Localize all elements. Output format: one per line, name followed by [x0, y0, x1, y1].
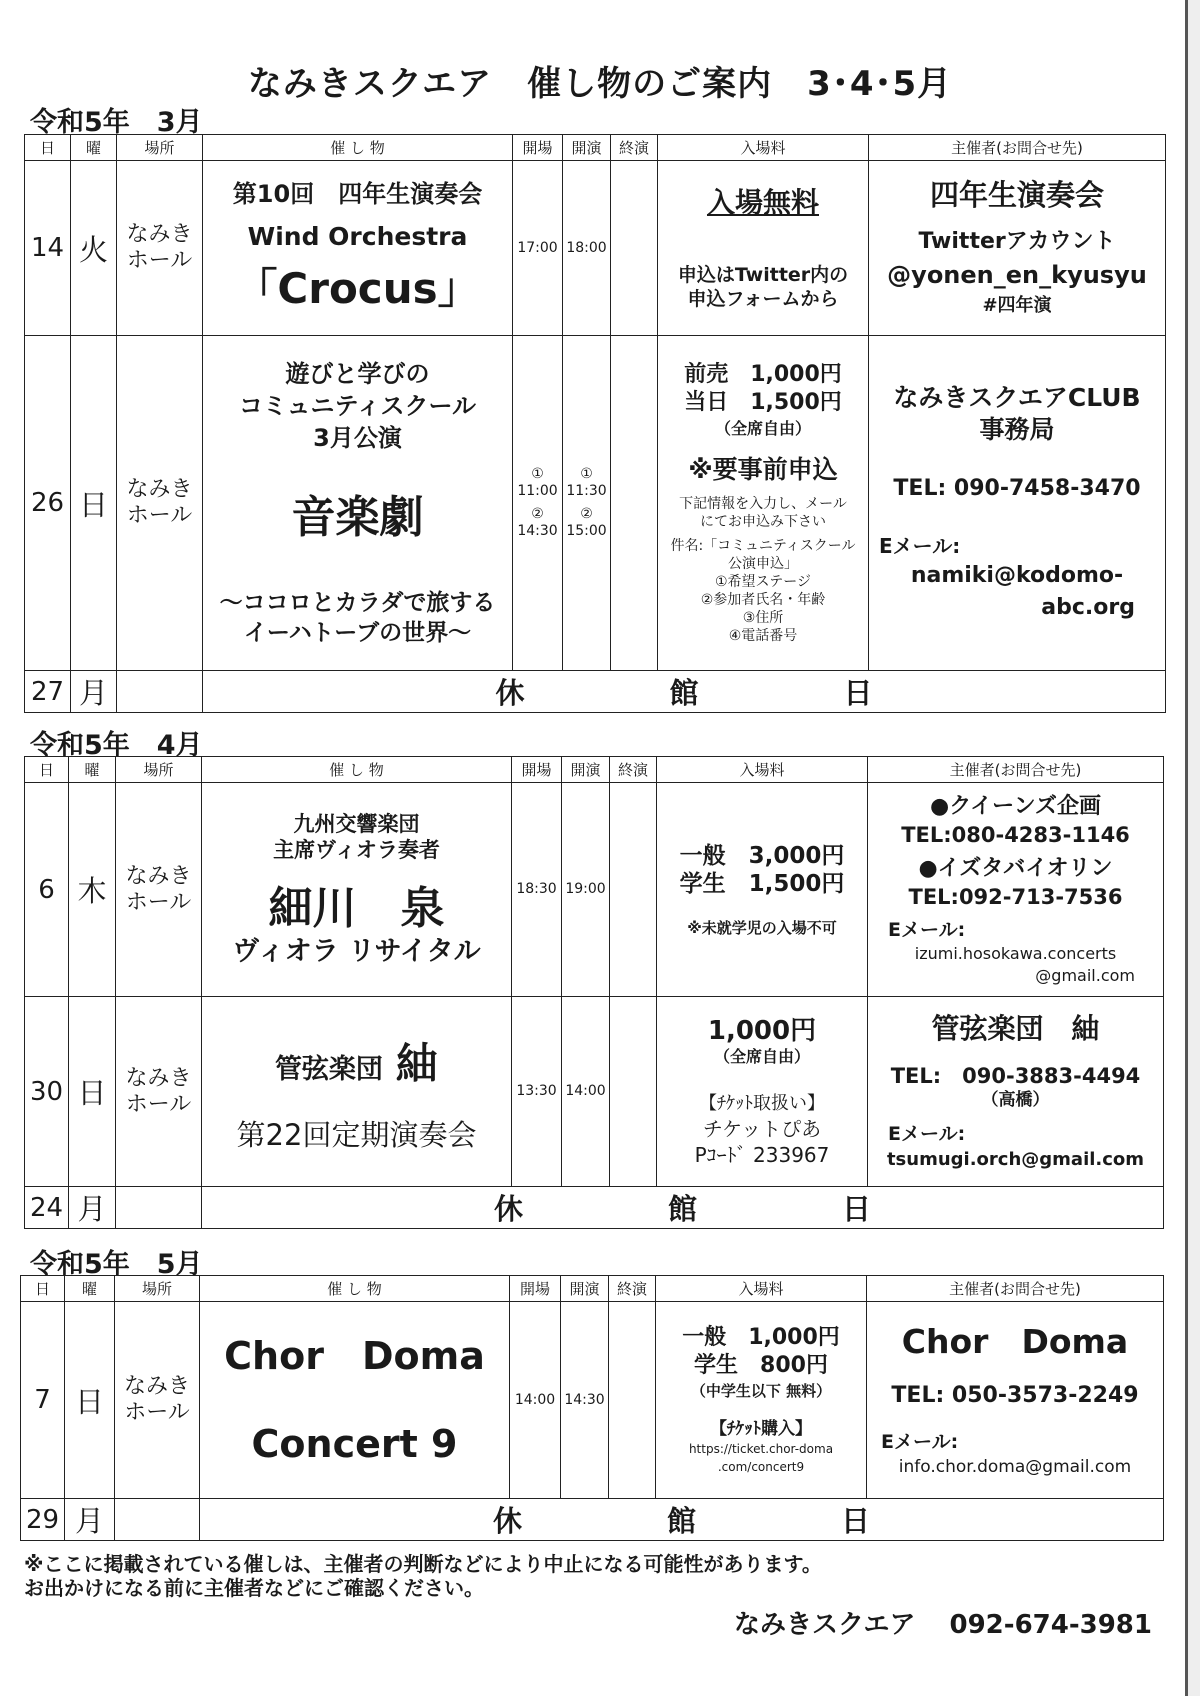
header-end: 終演 [609, 1276, 656, 1302]
month-heading-march: 令和5年 3月 [30, 107, 203, 138]
event-organizer: Chor Doma TEL: 050-3573-2249 Eメール: info.chor.doma@gmail.com [867, 1302, 1164, 1499]
event-day: 14 [25, 161, 71, 336]
header-fee: 入場料 [656, 1276, 867, 1302]
schedule-table-april [24, 756, 1164, 1229]
event-organizer: なみきスクエアCLUB 事務局 TEL: 090-7458-3470 Eメール: namiki@kodomo- abc.org [869, 336, 1166, 671]
header-weekday: 曜 [71, 135, 117, 161]
event-fee: 一般 3,000円 学生 1,500円 ※未就学児の入場不可 [657, 783, 868, 997]
month-heading-april: 令和5年 4月 [30, 730, 203, 761]
closed-label: 休 館 日 [203, 671, 1166, 713]
closed-row [21, 1499, 1164, 1541]
closed-day: 29 [21, 1499, 65, 1541]
event-day: 30 [25, 997, 69, 1187]
end-time [611, 336, 658, 671]
header-start: 開演 [562, 757, 610, 783]
event-title: 第10回 四年生演奏会 Wind Orchestra 「Crocus」 [203, 161, 513, 336]
closed-row [25, 671, 1166, 713]
event-weekday: 日 [71, 336, 117, 671]
start-time: 19:00 [562, 783, 610, 997]
event-weekday: 火 [71, 161, 117, 336]
header-end: 終演 [610, 757, 657, 783]
event-organizer: 管弦楽団 紬 TEL: 090-3883-4494 （高橋） Eメール: tsumugi.orch@gmail.com [868, 997, 1164, 1187]
open-time: 13:30 [512, 997, 562, 1187]
cancellation-note: ※ここに掲載されている催しは、主催者の判断などにより中止になる可能性があります。 お出かけになる前に主催者などにご確認ください。 [24, 1552, 822, 1600]
table-row [25, 336, 1166, 671]
event-venue: なみき ホール [116, 783, 202, 997]
schedule-table-march [24, 134, 1166, 713]
header-event: 催 し 物 [200, 1276, 510, 1302]
closed-day: 24 [25, 1187, 69, 1229]
event-venue: なみき ホール [116, 997, 202, 1187]
event-day: 7 [21, 1302, 65, 1499]
start-time: ① 11:30 ② 15:00 [563, 336, 611, 671]
start-time: 14:00 [562, 997, 610, 1187]
closed-weekday: 月 [69, 1187, 116, 1229]
closed-label: 休 館 日 [200, 1499, 1164, 1541]
header-start: 開演 [563, 135, 611, 161]
header-fee: 入場料 [658, 135, 869, 161]
table-row [25, 997, 1164, 1187]
table-header-row [21, 1276, 1164, 1302]
header-organizer: 主催者(お問合せ先) [867, 1276, 1164, 1302]
header-venue: 場所 [115, 1276, 200, 1302]
header-open: 開場 [513, 135, 563, 161]
event-title: 管弦楽団 紬 第22回定期演奏会 [202, 997, 512, 1187]
event-title: 九州交響楽団 主席ヴィオラ奏者 細川 泉 ヴィオラ リサイタル [202, 783, 512, 997]
header-open: 開場 [512, 757, 562, 783]
event-venue: なみき ホール [115, 1302, 200, 1499]
end-time [610, 997, 657, 1187]
header-end: 終演 [611, 135, 658, 161]
table-row [25, 783, 1164, 997]
event-venue: なみき ホール [117, 161, 203, 336]
footer-venue-name: なみきスクエア [734, 1610, 916, 1640]
table-header-row [25, 757, 1164, 783]
closed-weekday: 月 [65, 1499, 115, 1541]
event-organizer: 四年生演奏会 Twitterアカウント @yonen_en_kyusyu #四年演 [869, 161, 1166, 336]
month-heading-may: 令和5年 5月 [30, 1249, 203, 1280]
closed-label: 休 館 日 [202, 1187, 1164, 1229]
end-time [609, 1302, 656, 1499]
event-fee: 前売 1,000円 当日 1,500円 （全席自由） ※要事前申込 下記情報を入力し、メール にてお申込み下さい 件名:「コミュニティスクール 公演申込」 ①希望ステージ ②参加者氏名・年齢 ③住所 ④電話番号 [658, 336, 869, 671]
event-day: 26 [25, 336, 71, 671]
header-venue: 場所 [116, 757, 202, 783]
event-fee: 1,000円 （全席自由） 【ﾁｹｯﾄ取扱い】 チケットぴあ Pｺｰﾄﾞ 233967 [657, 997, 868, 1187]
open-time: 14:00 [510, 1302, 561, 1499]
event-weekday: 木 [69, 783, 116, 997]
event-weekday: 日 [69, 997, 116, 1187]
event-title: Chor Doma Concert 9 [200, 1302, 510, 1499]
footer-contact [734, 1604, 1152, 1641]
closed-row [25, 1187, 1164, 1229]
open-time: 17:00 [513, 161, 563, 336]
header-venue: 場所 [117, 135, 203, 161]
header-open: 開場 [510, 1276, 561, 1302]
table-row [21, 1302, 1164, 1499]
closed-weekday: 月 [71, 671, 117, 713]
event-weekday: 日 [65, 1302, 115, 1499]
open-time: ① 11:00 ② 14:30 [513, 336, 563, 671]
header-fee: 入場料 [657, 757, 868, 783]
header-organizer: 主催者(お問合せ先) [868, 757, 1164, 783]
closed-day: 27 [25, 671, 71, 713]
header-organizer: 主催者(お問合せ先) [869, 135, 1166, 161]
footer-phone: 092-674-3981 [949, 1610, 1152, 1640]
header-event: 催 し 物 [203, 135, 513, 161]
table-header-row [25, 135, 1166, 161]
header-day: 日 [25, 135, 71, 161]
schedule-table-may [20, 1275, 1164, 1541]
event-organizer: ●クイーンズ企画 TEL:080-4283-1146 ●イズタバイオリン TEL:092-713-7536 Eメール: izumi.hosokawa.concerts @gmail.com [868, 783, 1164, 997]
end-time [610, 783, 657, 997]
table-row [25, 161, 1166, 336]
start-time: 14:30 [561, 1302, 609, 1499]
page-title: なみきスクエア 催し物のご案内 3･4･5月 [247, 64, 953, 104]
header-weekday: 曜 [65, 1276, 115, 1302]
header-weekday: 曜 [69, 757, 116, 783]
event-day: 6 [25, 783, 69, 997]
header-event: 催 し 物 [202, 757, 512, 783]
page-edge [1185, 0, 1200, 1696]
open-time: 18:30 [512, 783, 562, 997]
event-fee: 一般 1,000円 学生 800円 （中学生以下 無料） 【ﾁｹｯﾄ購入】 https://ticket.chor-doma .com/concert9 [656, 1302, 867, 1499]
header-day: 日 [25, 757, 69, 783]
header-day: 日 [21, 1276, 65, 1302]
header-start: 開演 [561, 1276, 609, 1302]
end-time [611, 161, 658, 336]
event-fee: 入場無料 申込はTwitter内の 申込フォームから [658, 161, 869, 336]
event-title: 遊びと学びの コミュニティスクール 3月公演 音楽劇 ～ココロとカラダで旅する イーハトーブの世界～ [203, 336, 513, 671]
start-time: 18:00 [563, 161, 611, 336]
event-venue: なみき ホール [117, 336, 203, 671]
